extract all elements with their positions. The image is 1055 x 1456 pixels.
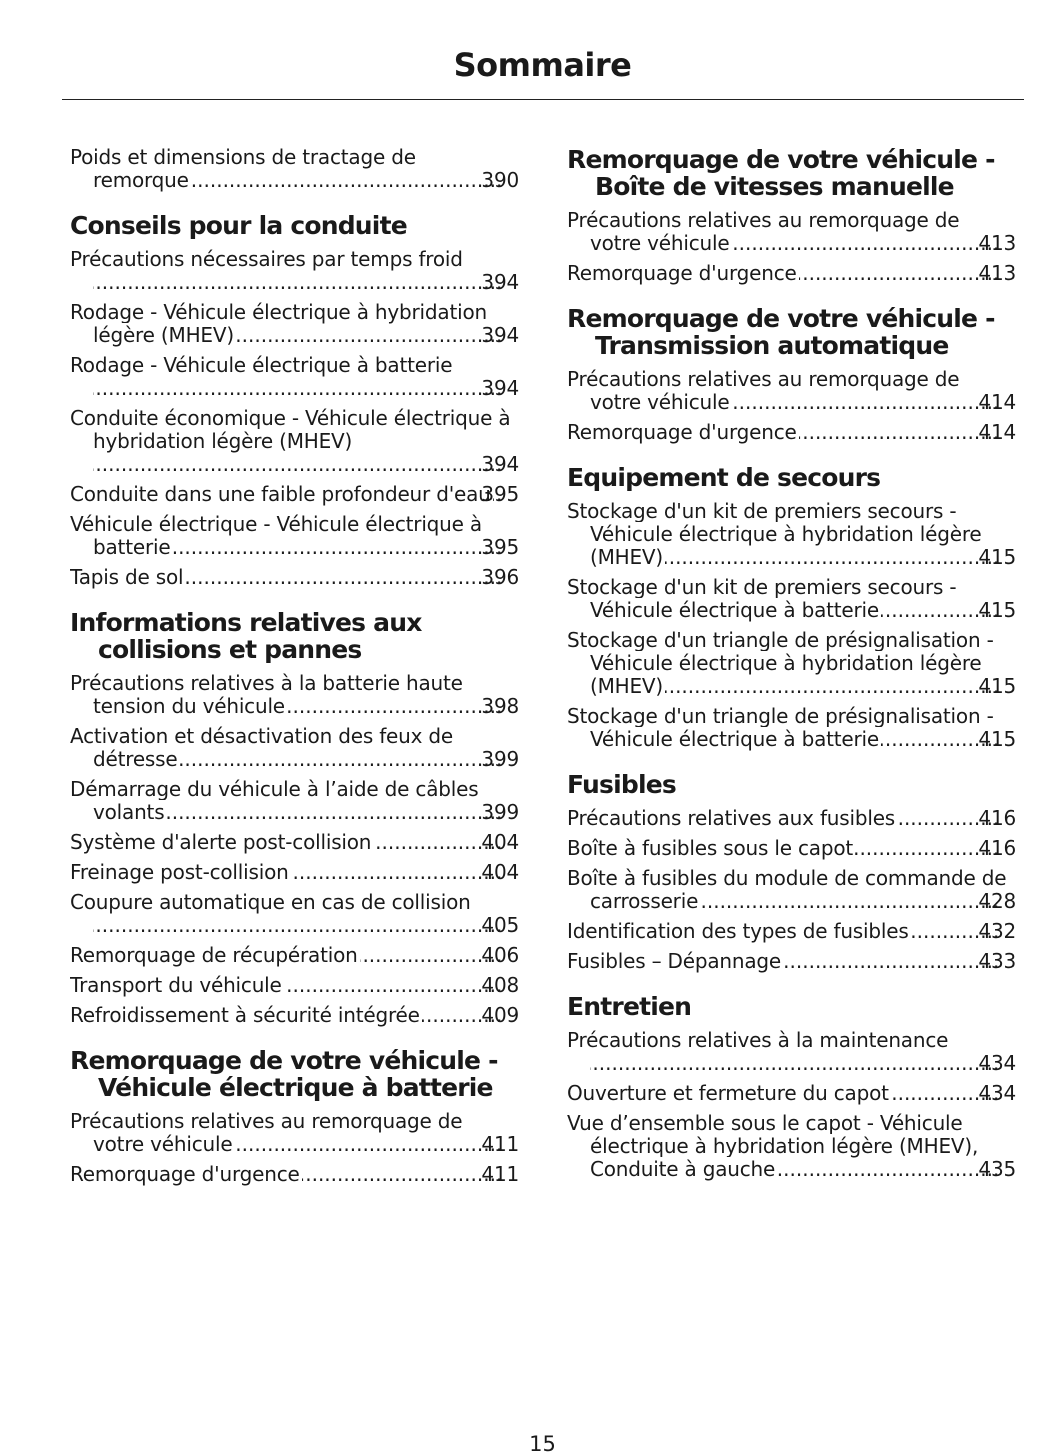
- toc-entry-title: Activation et désactivation des feux de détresse: [70, 725, 454, 771]
- toc-entry[interactable]: [70, 861, 519, 884]
- toc-entry[interactable]: [70, 566, 519, 589]
- toc-entry-title: Démarrage du véhicule à l’aide de câbles volants: [70, 778, 479, 824]
- toc-entry-page: 408: [481, 974, 519, 997]
- toc-entry-page: 399: [481, 800, 519, 824]
- toc-entry-title: Remorquage d'urgence: [567, 421, 797, 444]
- toc-right-column: [567, 146, 1016, 1188]
- toc-entry-page: 413: [978, 262, 1016, 285]
- toc-entry[interactable]: [70, 248, 519, 294]
- toc-entry[interactable]: [70, 831, 519, 854]
- toc-entry-title: Rodage - Véhicule électrique à batterie: [70, 354, 453, 377]
- section-heading: Conseils pour la conduite: [70, 211, 407, 240]
- toc-entry-title: Précautions relatives au remorquage de votre véhicule: [567, 209, 960, 255]
- toc-entry-page: 411: [481, 1132, 519, 1156]
- toc-entry[interactable]: [567, 950, 1016, 973]
- section-heading: Remorquage de votre véhicule - Transmission automatique: [567, 304, 995, 360]
- dot-leader: [590, 1052, 1016, 1075]
- toc-entry-title: Refroidissement à sécurité intégrée: [70, 1004, 420, 1027]
- toc-entry[interactable]: [70, 1110, 519, 1156]
- toc-entry-title: Précautions relatives au remorquage de votre véhicule: [70, 1110, 463, 1156]
- title-divider: [62, 99, 1024, 100]
- toc-entry[interactable]: [567, 920, 1016, 943]
- toc-entry-title: Freinage post-collision: [70, 861, 289, 884]
- toc-entry[interactable]: [70, 725, 519, 771]
- dot-leader: [93, 914, 519, 937]
- toc-entry-title: Boîte à fusibles du module de commande de carrosserie: [567, 867, 1007, 913]
- toc-entry[interactable]: [567, 209, 1016, 255]
- toc-entry-title: Conduite économique - Véhicule électrique à hybridation légère (MHEV): [70, 407, 511, 453]
- toc-entry-title: Coupure automatique en cas de collision: [70, 891, 471, 914]
- toc-entry[interactable]: [567, 1082, 1016, 1105]
- section-heading: Entretien: [567, 992, 692, 1021]
- section-heading: Remorquage de votre véhicule - Boîte de vitesses manuelle: [567, 145, 995, 201]
- toc-entry-page: 396: [481, 566, 519, 589]
- toc-entry[interactable]: [70, 944, 519, 967]
- dot-leader: [93, 453, 519, 476]
- toc-entry[interactable]: [70, 513, 519, 559]
- toc-entry-page: 404: [481, 861, 519, 884]
- toc-entry-title: Identification des types de fusibles: [567, 920, 909, 943]
- toc-entry-page: 415: [978, 598, 1016, 622]
- toc-entry[interactable]: [70, 146, 519, 192]
- toc-entry[interactable]: [70, 354, 519, 400]
- toc-entry[interactable]: [567, 867, 1016, 913]
- toc-entry[interactable]: [567, 629, 1016, 698]
- toc-entry-page: 428: [978, 889, 1016, 913]
- toc-entry[interactable]: [70, 1163, 519, 1186]
- toc-entry-page: 409: [481, 1004, 519, 1027]
- toc-entry-page: 394: [481, 323, 519, 347]
- toc-entry-page: 432: [978, 920, 1016, 943]
- toc-entry-title: Précautions relatives à la maintenance: [567, 1029, 949, 1052]
- toc-entry-page: 414: [978, 421, 1016, 444]
- toc-entry-title: Tapis de sol: [70, 566, 184, 589]
- toc-entry-title: Ouverture et fermeture du capot: [567, 1082, 889, 1105]
- toc-entry-title: Poids et dimensions de tractage de remorque: [70, 146, 416, 192]
- toc-entry-title: Remorquage d'urgence: [567, 262, 797, 285]
- toc-entry[interactable]: [70, 974, 519, 997]
- toc-entry-title: Précautions nécessaires par temps froid: [70, 248, 463, 271]
- toc-entry-title: Remorquage de récupération: [70, 944, 358, 967]
- toc-entry[interactable]: [567, 705, 1016, 751]
- toc-entry[interactable]: [567, 576, 1016, 622]
- toc-entry-title: Boîte à fusibles sous le capot: [567, 837, 854, 860]
- toc-entry-title: Stockage d'un triangle de présignalisation - Véhicule électrique à batterie: [567, 705, 994, 751]
- toc-entry-page: 404: [481, 831, 519, 854]
- toc-entry-page: 435: [978, 1157, 1016, 1181]
- toc-entry-title: Conduite dans une faible profondeur d'eau: [70, 483, 491, 506]
- toc-entry[interactable]: [567, 500, 1016, 569]
- toc-entry-title: Système d'alerte post-collision: [70, 831, 372, 854]
- toc-entry[interactable]: [70, 672, 519, 718]
- toc-entry[interactable]: [70, 407, 519, 476]
- toc-entry[interactable]: [70, 778, 519, 824]
- toc-entry-page: 415: [978, 727, 1016, 751]
- toc-entry[interactable]: [567, 421, 1016, 444]
- toc-entry-page: 413: [978, 231, 1016, 255]
- toc-entry-page: 415: [978, 545, 1016, 569]
- section-heading: Equipement de secours: [567, 463, 881, 492]
- toc-entry-page: 394: [481, 376, 519, 400]
- toc-entry-title: Véhicule électrique - Véhicule électrique à batterie: [70, 513, 482, 559]
- toc-entry[interactable]: [567, 1112, 1016, 1181]
- toc-entry-page: 415: [978, 674, 1016, 698]
- toc-entry[interactable]: [567, 368, 1016, 414]
- page-number: 15: [529, 1432, 556, 1456]
- section-heading: Informations relatives aux collisions et pannes: [70, 608, 422, 664]
- toc-entry[interactable]: [70, 301, 519, 347]
- toc-entry-title: Fusibles – Dépannage: [567, 950, 782, 973]
- toc-entry[interactable]: [567, 262, 1016, 285]
- toc-entry-page: 411: [481, 1163, 519, 1186]
- toc-entry-page: 394: [481, 452, 519, 476]
- toc-entry-page: 406: [481, 944, 519, 967]
- toc-entry-title: Transport du véhicule: [70, 974, 282, 997]
- toc-entry[interactable]: [567, 807, 1016, 830]
- toc-entry-title: Vue d’ensemble sous le capot - Véhicule électrique à hybridation légère (MHEV), Conduite à gauche: [567, 1112, 979, 1181]
- toc-entry-page: 416: [978, 807, 1016, 830]
- toc-entry-title: Stockage d'un triangle de présignalisation - Véhicule électrique à hybridation légère (MHEV): [567, 629, 994, 698]
- section-heading: Fusibles: [567, 770, 676, 799]
- toc-entry-title: Remorquage d'urgence: [70, 1163, 300, 1186]
- toc-entry[interactable]: [70, 1004, 519, 1027]
- toc-entry-page: 405: [481, 913, 519, 937]
- toc-entry-page: 414: [978, 390, 1016, 414]
- toc-entry-page: 395: [481, 483, 519, 506]
- toc-entry-title: Précautions relatives au remorquage de votre véhicule: [567, 368, 960, 414]
- toc-left-column: [70, 146, 519, 1193]
- toc-entry-page: 395: [481, 535, 519, 559]
- toc-entry-title: Stockage d'un kit de premiers secours - Véhicule électrique à batterie: [567, 576, 957, 622]
- toc-entry-page: 416: [978, 837, 1016, 860]
- dot-leader: [93, 271, 519, 294]
- toc-entry-page: 390: [481, 168, 519, 192]
- toc-entry-page: 434: [978, 1082, 1016, 1105]
- dot-leader: [93, 377, 519, 400]
- toc-entry-title: Précautions relatives aux fusibles: [567, 807, 896, 830]
- toc-entry-page: 433: [978, 950, 1016, 973]
- page-title: Sommaire: [453, 46, 632, 84]
- toc-entry-title: Précautions relatives à la batterie haute tension du véhicule: [70, 672, 463, 718]
- toc-entry[interactable]: [567, 1029, 1016, 1075]
- toc-entry-page: 398: [481, 694, 519, 718]
- toc-entry-title: Rodage - Véhicule électrique à hybridation légère (MHEV): [70, 301, 487, 347]
- toc-entry-title: Stockage d'un kit de premiers secours - Véhicule électrique à hybridation légère (MHEV): [567, 500, 982, 569]
- section-heading: Remorquage de votre véhicule - Véhicule électrique à batterie: [70, 1046, 498, 1102]
- toc-entry-page: 399: [481, 747, 519, 771]
- toc-entry[interactable]: [567, 837, 1016, 860]
- toc-entry-page: 394: [481, 270, 519, 294]
- toc-entry-page: 434: [978, 1051, 1016, 1075]
- toc-entry[interactable]: [70, 891, 519, 937]
- toc-entry[interactable]: [70, 483, 519, 506]
